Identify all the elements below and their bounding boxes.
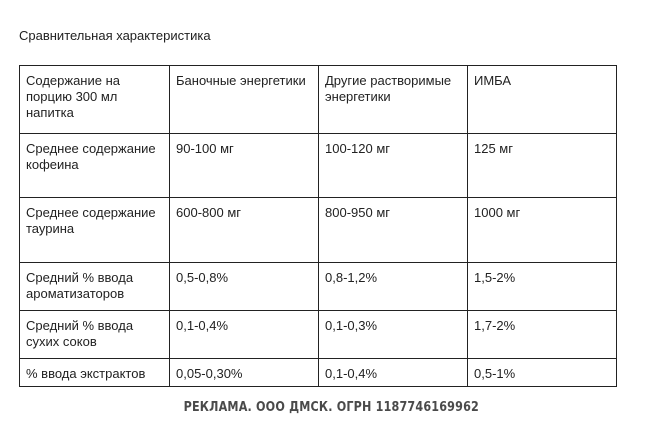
row-label-flavorings: Средний % ввода ароматизаторов xyxy=(20,263,170,311)
table-cell: 1000 мг xyxy=(468,198,617,263)
table-cell: 800-950 мг xyxy=(319,198,468,263)
row-label-extracts: % ввода экстрактов xyxy=(20,359,170,387)
table-cell: 0,8-1,2% xyxy=(319,263,468,311)
table-row xyxy=(20,359,617,387)
table-cell: 0,1-0,4% xyxy=(319,359,468,387)
table-row xyxy=(20,311,617,359)
table-cell: 0,1-0,3% xyxy=(319,311,468,359)
table-row xyxy=(20,198,617,263)
header-cell-canned: Баночные энергетики xyxy=(170,66,319,134)
row-label-taurine: Среднее содержание таурина xyxy=(20,198,170,263)
table-cell: 0,1-0,4% xyxy=(170,311,319,359)
header-cell-serving: Содержание на порцию 300 мл напитка xyxy=(20,66,170,134)
table-cell: 90-100 мг xyxy=(170,134,319,198)
header-cell-soluble: Другие растворимые энергетики xyxy=(319,66,468,134)
row-label-caffeine: Среднее содержание кофеина xyxy=(20,134,170,198)
table-cell: 100-120 мг xyxy=(319,134,468,198)
comparison-table xyxy=(19,65,617,387)
table-cell: 1,5-2% xyxy=(468,263,617,311)
header-cell-imba: ИМБА xyxy=(468,66,617,134)
table-cell: 0,5-0,8% xyxy=(170,263,319,311)
table-cell: 600-800 мг xyxy=(170,198,319,263)
ad-disclaimer: РЕКЛАМА. ООО ДМСК. ОГРН 1187746169962 xyxy=(183,400,479,415)
page-title: Сравнительная характеристика xyxy=(19,28,211,43)
table-cell: 0,05-0,30% xyxy=(170,359,319,387)
table-header-row xyxy=(20,66,617,134)
table-cell: 0,5-1% xyxy=(468,359,617,387)
table-row xyxy=(20,134,617,198)
table-cell: 125 мг xyxy=(468,134,617,198)
table-cell: 1,7-2% xyxy=(468,311,617,359)
table-row xyxy=(20,263,617,311)
row-label-dry-juices: Средний % ввода сухих соков xyxy=(20,311,170,359)
